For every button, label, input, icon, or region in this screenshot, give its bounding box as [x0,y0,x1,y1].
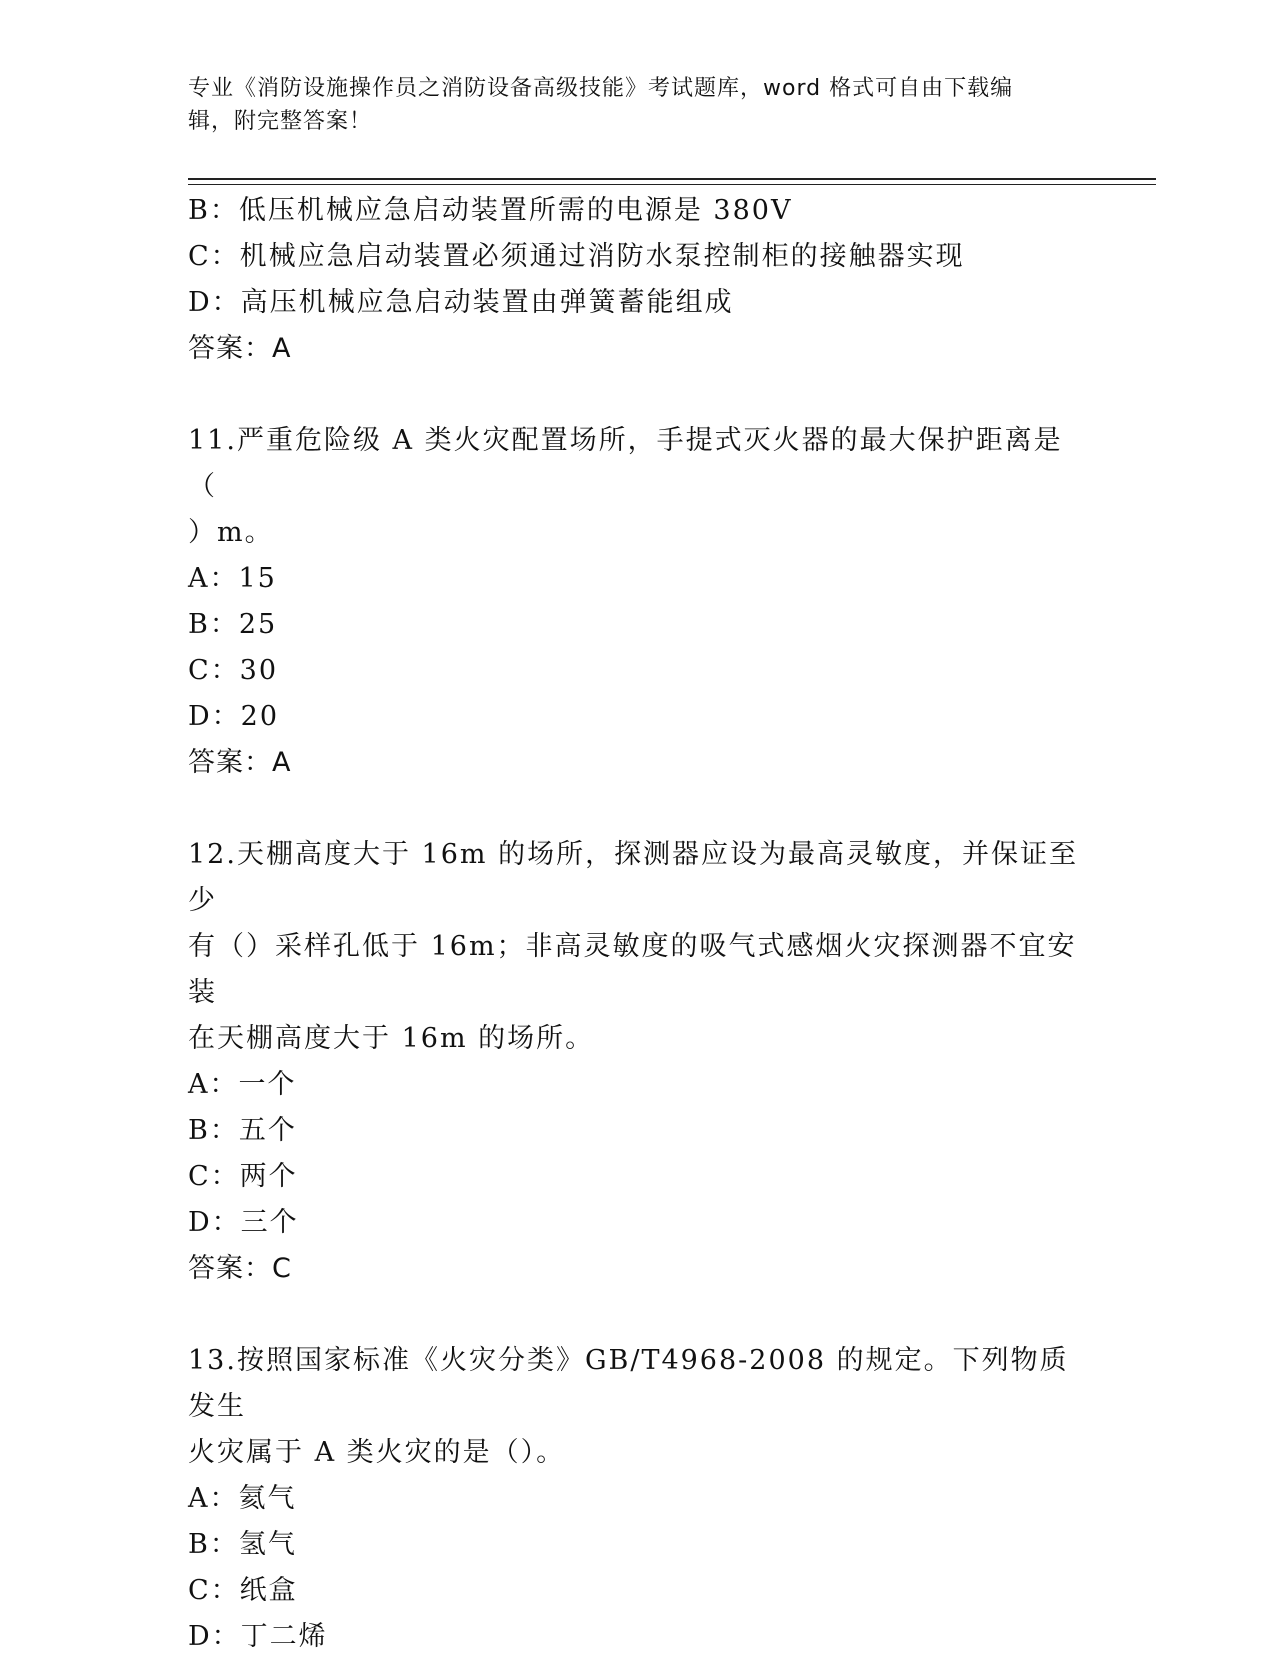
option-c: C：30 [188,655,279,686]
spacer [188,372,1088,418]
question-13 [188,1338,1088,1660]
header-rule-thin [188,184,1156,185]
option-a: A：15 [188,563,277,594]
document-header [188,72,1078,138]
question-stem-line: 在天棚高度大于 16m 的场所。 [188,1023,595,1054]
option-b: B：低压机械应急启动装置所需的电源是 380V [188,195,793,226]
option-b: B：氢气 [188,1529,297,1560]
question-10-continuation [188,188,1088,372]
question-11 [188,418,1088,786]
option-b: B：25 [188,609,278,640]
question-stem-line: 有（）采样孔低于 16m；非高灵敏度的吸气式感烟火灾探测器不宜安装 [188,931,1077,1008]
option-b: B：五个 [188,1115,297,1146]
option-a: A：氦气 [188,1483,297,1514]
question-stem-line: 12.天棚高度大于 16m 的场所，探测器应设为最高灵敏度，并保证至少 [188,839,1079,916]
question-stem-line: 火灾属于 A 类火灾的是（）。 [188,1437,566,1468]
option-c: C：机械应急启动装置必须通过消防水泵控制柜的接触器实现 [188,241,965,272]
spacer [188,1292,1088,1338]
header-line-2: 辑，附完整答案！ [188,109,373,134]
document-content [188,188,1088,1660]
option-a: A：一个 [188,1069,297,1100]
option-c: C：两个 [188,1161,298,1192]
spacer [188,786,1088,832]
answer-line: 答案：A [188,333,292,364]
option-d: D：丁二烯 [188,1621,328,1652]
question-12 [188,832,1088,1292]
option-d: D：三个 [188,1207,299,1238]
answer-line: 答案：A [188,747,292,778]
question-stem-line: ）m。 [188,517,274,548]
header-line-1: 专业《消防设施操作员之消防设备高级技能》考试题库，word 格式可自由下载编 [188,76,1014,101]
option-d: D：高压机械应急启动装置由弹簧蓄能组成 [188,287,734,318]
question-stem-line: 11.严重危险级 A 类火灾配置场所，手提式灭火器的最大保护距离是（ [188,425,1063,502]
option-c: C：纸盒 [188,1575,298,1606]
option-d: D：20 [188,701,280,732]
question-stem-line: 13.按照国家标准《火灾分类》GB/T4968-2008 的规定。下列物质发生 [188,1345,1069,1422]
answer-line: 答案：C [188,1253,292,1284]
header-rule-thick [188,178,1156,180]
